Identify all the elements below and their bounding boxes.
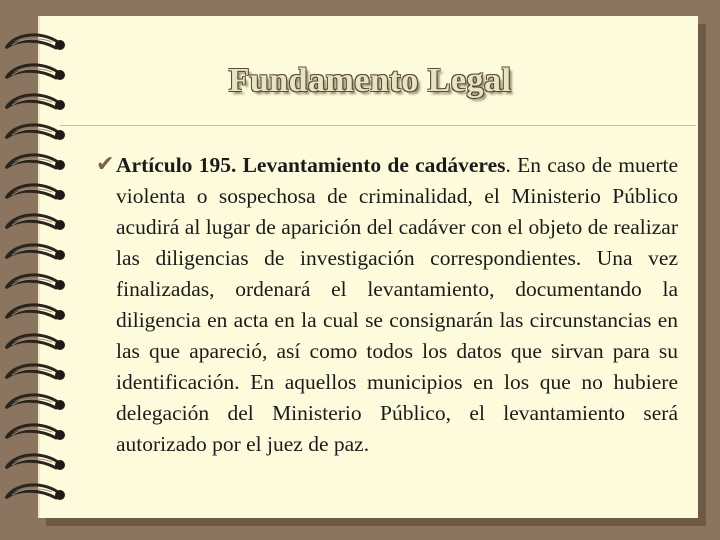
spiral-ring [6, 395, 65, 410]
spiral-ring [6, 455, 65, 470]
spiral-ring [6, 65, 65, 80]
article-paragraph-2: En aquellos municipios en los que no hubiere delegación del Ministerio Público, el levantamiento será autorizado por el juez de paz. [116, 370, 679, 456]
spiral-ring [6, 215, 65, 230]
check-mark-icon: ✔ [96, 152, 115, 177]
article-paragraph-1: En caso de muerte violenta o sospechosa de criminalidad, el Ministerio Público acudirá al lugar de aparición del cadáver con el objeto de realizar las diligencias de investigación correspondientes. Una vez finalizadas, ordenará el levantamiento, documentando la diligencia en acta en la cual se consignarán las circunstancias en las que apareció, así como todos los datos que sirvan para su identificación. [116, 153, 678, 394]
spiral-ring [6, 155, 65, 170]
slide-title: Fundamento Legal [228, 62, 512, 99]
spiral-ring [6, 485, 65, 500]
spiral-binding [0, 28, 80, 518]
article-text [116, 150, 678, 460]
article-heading-period: . [505, 153, 511, 177]
spiral-ring [6, 425, 65, 440]
spiral-ring [6, 125, 65, 140]
notebook-page [38, 16, 698, 518]
spiral-ring [6, 305, 65, 320]
spiral-ring [6, 185, 65, 200]
spiral-ring [6, 335, 65, 350]
spiral-ring [6, 365, 65, 380]
article-heading: Artículo 195. Levantamiento de cadáveres [116, 153, 506, 177]
title-divider [60, 125, 696, 126]
spiral-ring [6, 245, 65, 260]
spiral-ring [6, 95, 65, 110]
spiral-ring [6, 275, 65, 290]
spiral-ring [6, 35, 65, 50]
